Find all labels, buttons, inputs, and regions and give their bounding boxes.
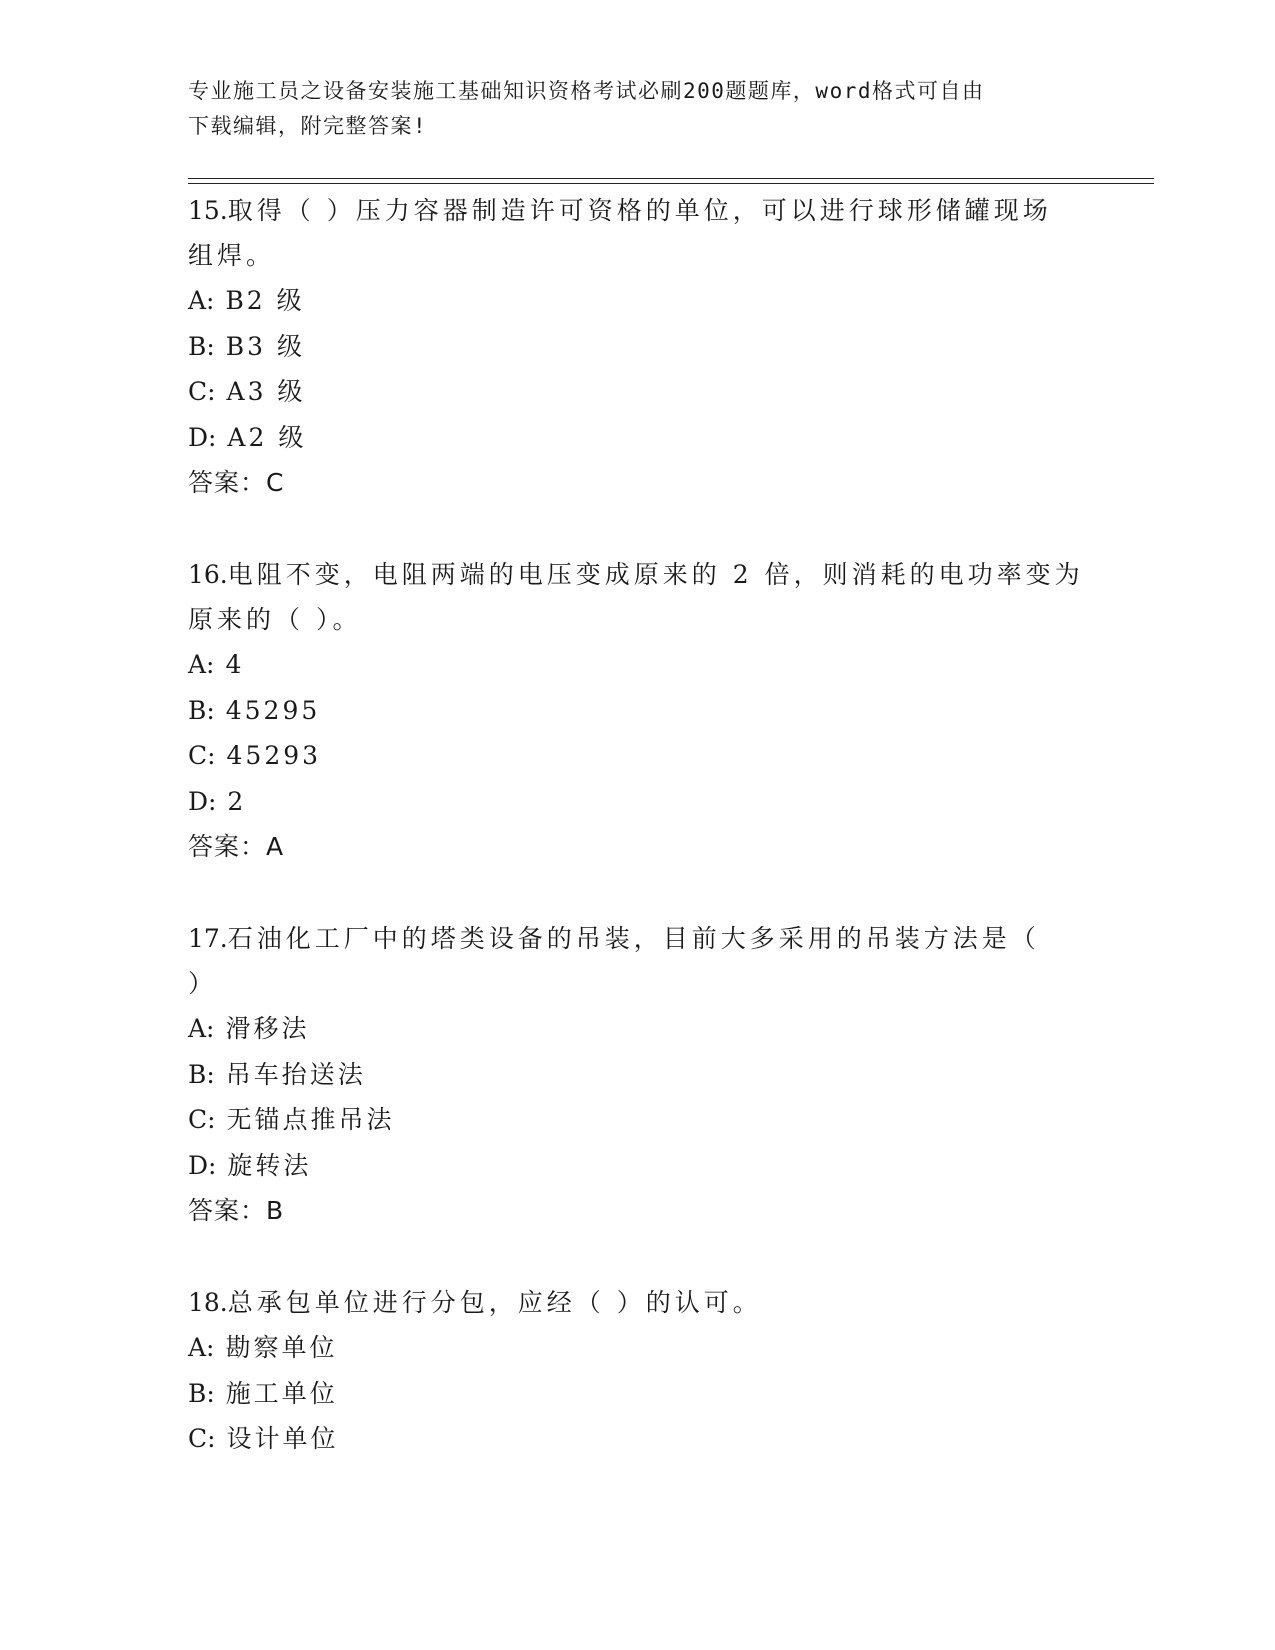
option-text: 45293 bbox=[226, 741, 322, 770]
question-list bbox=[188, 188, 1088, 1462]
header-line-2: 下载编辑，附完整答案! bbox=[188, 114, 428, 138]
option-b bbox=[188, 1371, 1088, 1417]
question-16 bbox=[188, 552, 1088, 869]
option-text: B2 级 bbox=[225, 286, 305, 315]
option-text: 设计单位 bbox=[226, 1424, 339, 1453]
option-a bbox=[188, 278, 1088, 324]
option-text: 旋转法 bbox=[227, 1150, 312, 1180]
option-d bbox=[188, 1143, 1088, 1189]
option-letter: B: bbox=[188, 1059, 215, 1089]
question-spacer bbox=[188, 1233, 1088, 1280]
question-17 bbox=[188, 916, 1088, 1233]
option-text: 45295 bbox=[225, 695, 321, 725]
option-text: A3 级 bbox=[226, 377, 306, 406]
question-stem bbox=[188, 1280, 1088, 1325]
option-d bbox=[188, 415, 1088, 461]
option-letter: D: bbox=[188, 786, 217, 816]
option-a bbox=[188, 642, 1088, 688]
option-text: 吊车抬送法 bbox=[225, 1059, 366, 1089]
option-text: 勘察单位 bbox=[225, 1333, 338, 1362]
option-text: 2 bbox=[227, 786, 247, 816]
option-letter: A: bbox=[188, 1014, 215, 1043]
option-b bbox=[188, 1052, 1088, 1098]
question-stem-line-1: 总承包单位进行分包，应经（ ）的认可。 bbox=[227, 1288, 762, 1317]
option-letter: A: bbox=[188, 286, 215, 315]
option-letter: B: bbox=[188, 331, 215, 361]
question-18 bbox=[188, 1280, 1088, 1462]
answer-line: 答案：C bbox=[188, 468, 285, 497]
question-number: 15. bbox=[188, 196, 228, 225]
option-a bbox=[188, 1325, 1088, 1371]
option-text: 施工单位 bbox=[225, 1378, 338, 1408]
question-number: 16. bbox=[188, 560, 228, 589]
option-a bbox=[188, 1006, 1088, 1052]
question-spacer bbox=[188, 505, 1088, 552]
header-line-1: 专业施工员之设备安装施工基础知识资格考试必刷200题题库，word格式可自由 bbox=[188, 79, 985, 103]
option-letter: A: bbox=[188, 1333, 215, 1362]
option-text: B3 级 bbox=[225, 331, 305, 361]
question-15 bbox=[188, 188, 1088, 505]
option-letter: A: bbox=[188, 650, 215, 679]
answer-line: 答案：B bbox=[188, 1196, 285, 1225]
question-stem-line-1: 电阻不变，电阻两端的电压变成原来的 2 倍，则消耗的电功率变为 bbox=[227, 560, 1084, 589]
answer-line: 答案：A bbox=[188, 832, 285, 861]
question-stem-line-2: 组焊。 bbox=[188, 241, 276, 270]
header-divider-bottom bbox=[188, 183, 1154, 184]
question-stem bbox=[188, 188, 1088, 233]
header-divider-top bbox=[188, 178, 1154, 179]
option-c bbox=[188, 1416, 1088, 1462]
question-stem-line-2: ） bbox=[188, 969, 218, 998]
document-header bbox=[188, 74, 1068, 144]
option-letter: D: bbox=[188, 1150, 217, 1180]
option-c bbox=[188, 733, 1088, 779]
option-c bbox=[188, 369, 1088, 415]
option-letter: B: bbox=[188, 1378, 215, 1408]
question-stem bbox=[188, 552, 1088, 597]
question-stem-line-1: 石油化工厂中的塔类设备的吊装，目前大多采用的吊装方法是（ bbox=[227, 924, 1040, 953]
option-b bbox=[188, 324, 1088, 370]
option-c bbox=[188, 1097, 1088, 1143]
question-stem bbox=[188, 916, 1088, 961]
option-text: 4 bbox=[225, 650, 245, 679]
option-letter: C: bbox=[188, 1105, 216, 1134]
option-text: 滑移法 bbox=[225, 1014, 310, 1043]
option-letter: C: bbox=[188, 377, 216, 406]
option-letter: C: bbox=[188, 741, 216, 770]
option-d bbox=[188, 779, 1088, 825]
question-stem-line-1: 取得（ ）压力容器制造许可资格的单位，可以进行球形储罐现场 bbox=[227, 196, 1052, 225]
option-letter: C: bbox=[188, 1424, 216, 1453]
option-text: 无锚点推吊法 bbox=[226, 1105, 395, 1134]
option-letter: D: bbox=[188, 422, 217, 452]
question-stem-line-2: 原来的（ ）。 bbox=[188, 605, 362, 634]
option-letter: B: bbox=[188, 695, 215, 725]
option-b bbox=[188, 688, 1088, 734]
option-text: A2 级 bbox=[227, 422, 307, 452]
question-spacer bbox=[188, 869, 1088, 916]
question-number: 18. bbox=[188, 1288, 228, 1317]
question-number: 17. bbox=[188, 924, 228, 953]
